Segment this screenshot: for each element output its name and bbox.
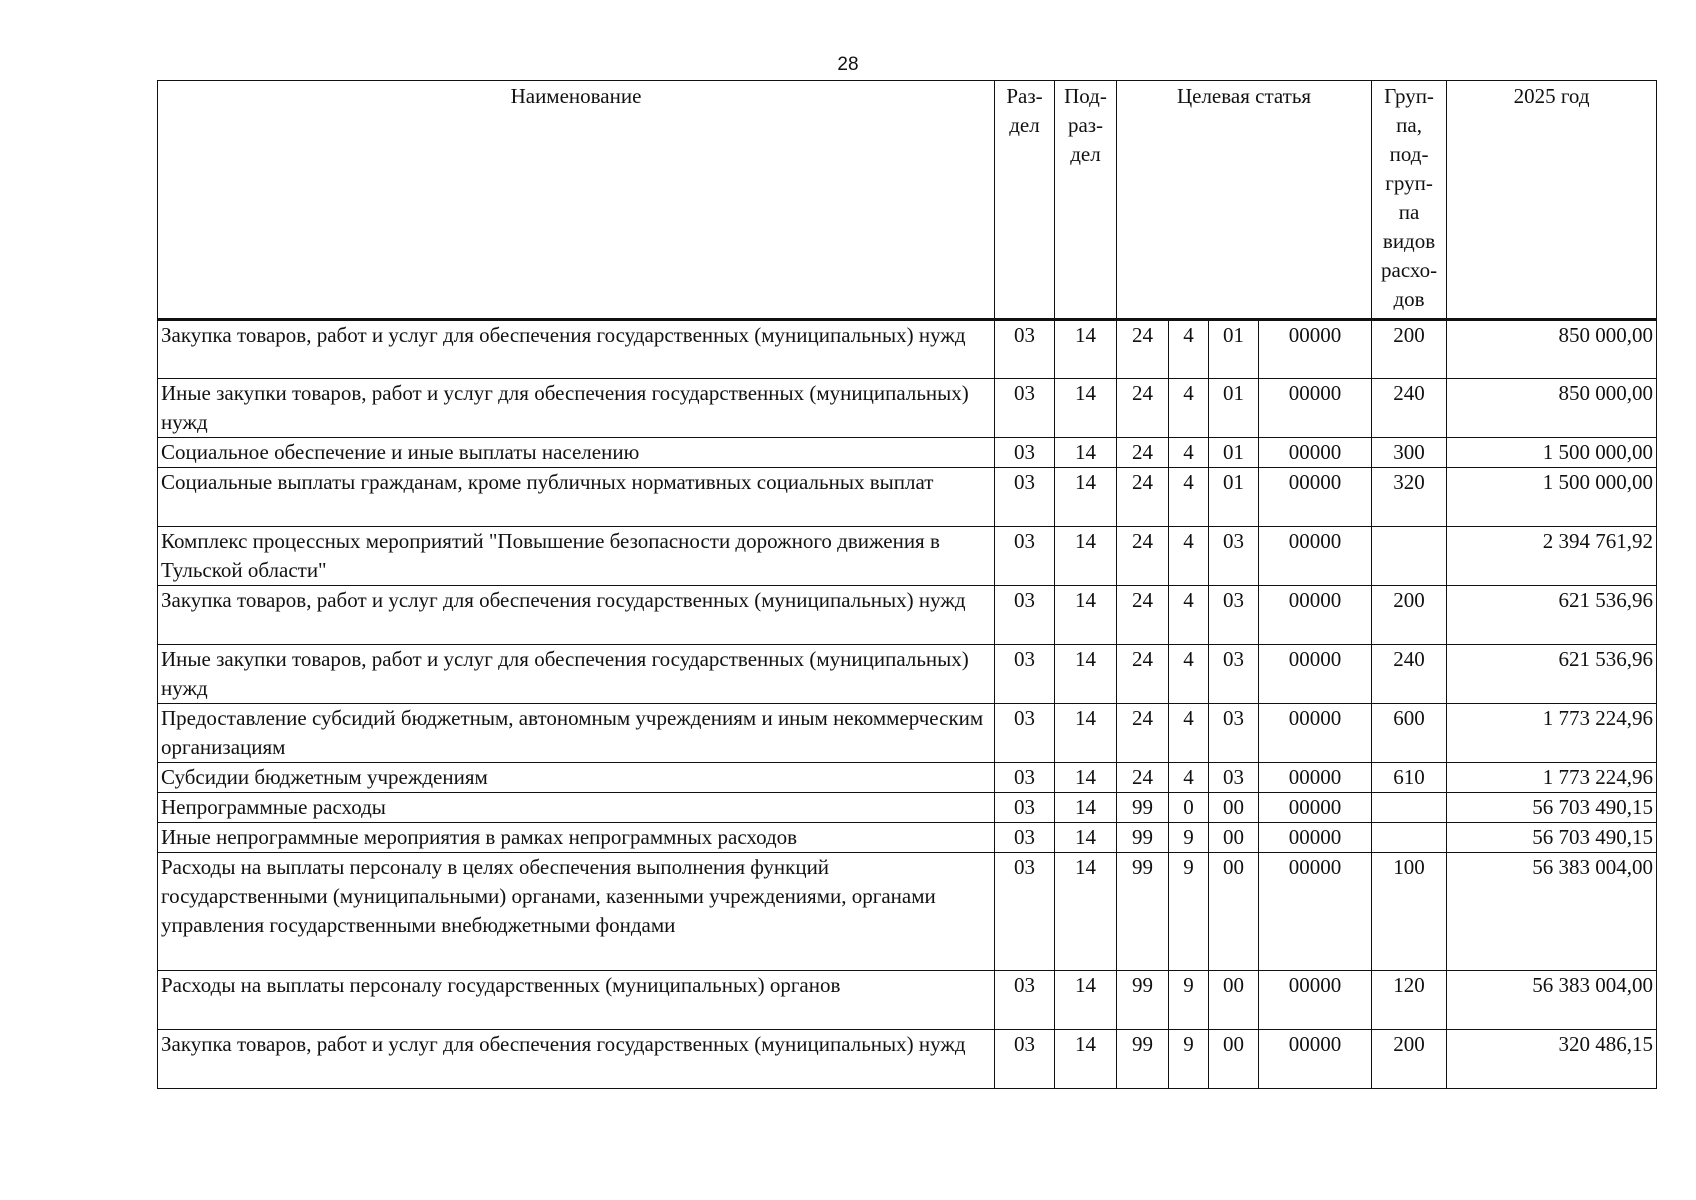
header-expense-group-line: Груп- <box>1384 84 1434 108</box>
row-target-item-cell: 00 <box>1209 1030 1259 1089</box>
row-target-direction-cell: 00000 <box>1259 438 1372 468</box>
row-target-item-cell: 00 <box>1209 793 1259 823</box>
row-name-cell: Предоставление субсидий бюджетным, автономным учреждениям и иным некоммерческим организациям <box>158 704 995 763</box>
table-row <box>158 763 1657 793</box>
row-target-program-cell: 24 <box>1117 763 1169 793</box>
row-target-program-cell: 24 <box>1117 320 1169 379</box>
row-target-program-cell: 99 <box>1117 793 1169 823</box>
row-expense-group-cell: 600 <box>1372 704 1447 763</box>
row-target-type-cell: 4 <box>1169 379 1209 438</box>
row-target-program-cell: 99 <box>1117 1030 1169 1089</box>
row-target-item-cell: 01 <box>1209 379 1259 438</box>
row-target-program-cell: 24 <box>1117 645 1169 704</box>
row-target-direction-cell: 00000 <box>1259 853 1372 971</box>
header-target-article: Целевая статья <box>1117 81 1372 320</box>
row-subsection-cell: 14 <box>1055 468 1117 527</box>
header-subsection-line: раз- <box>1067 113 1104 137</box>
row-target-type-cell: 0 <box>1169 793 1209 823</box>
row-subsection-cell: 14 <box>1055 704 1117 763</box>
header-section-line: дел <box>1009 113 1040 137</box>
header-section-line: Раз- <box>1006 84 1043 108</box>
row-name-cell: Расходы на выплаты персоналу в целях обеспечения выполнения функций государственными (муниципальными) органами, казенными учреждениями, органами управления государственными внебюджетными фондами <box>158 853 995 971</box>
row-amount-cell: 621 536,96 <box>1447 645 1657 704</box>
header-subsection <box>1055 81 1117 320</box>
header-name: Наименование <box>158 81 995 320</box>
row-name-cell: Иные закупки товаров, работ и услуг для обеспечения государственных (муниципальных) нужд <box>158 379 995 438</box>
row-target-direction-cell: 00000 <box>1259 468 1372 527</box>
row-expense-group-cell: 610 <box>1372 763 1447 793</box>
row-target-item-cell: 03 <box>1209 763 1259 793</box>
row-name-cell: Закупка товаров, работ и услуг для обеспечения государственных (муниципальных) нужд <box>158 320 995 379</box>
row-target-type-cell: 4 <box>1169 704 1209 763</box>
row-target-item-cell: 00 <box>1209 853 1259 971</box>
row-subsection-cell: 14 <box>1055 438 1117 468</box>
row-target-item-cell: 03 <box>1209 527 1259 586</box>
row-name-cell: Социальное обеспечение и иные выплаты населению <box>158 438 995 468</box>
row-subsection-cell: 14 <box>1055 1030 1117 1089</box>
row-target-direction-cell: 00000 <box>1259 645 1372 704</box>
row-target-type-cell: 9 <box>1169 853 1209 971</box>
row-amount-cell: 56 383 004,00 <box>1447 971 1657 1030</box>
row-section-cell: 03 <box>995 793 1055 823</box>
header-year: 2025 год <box>1447 81 1657 320</box>
row-target-program-cell: 24 <box>1117 379 1169 438</box>
row-expense-group-cell: 300 <box>1372 438 1447 468</box>
row-target-item-cell: 01 <box>1209 438 1259 468</box>
header-expense-group-line: груп- <box>1385 171 1433 195</box>
row-target-item-cell: 00 <box>1209 971 1259 1030</box>
table-row <box>158 793 1657 823</box>
row-target-program-cell: 24 <box>1117 527 1169 586</box>
table-row <box>158 823 1657 853</box>
row-expense-group-cell: 200 <box>1372 586 1447 645</box>
row-section-cell: 03 <box>995 763 1055 793</box>
table-row <box>158 468 1657 527</box>
header-expense-group-line: па, <box>1396 113 1422 137</box>
header-expense-group <box>1372 81 1447 320</box>
row-expense-group-cell: 200 <box>1372 1030 1447 1089</box>
table-row <box>158 320 1657 379</box>
row-target-direction-cell: 00000 <box>1259 527 1372 586</box>
row-target-program-cell: 24 <box>1117 586 1169 645</box>
row-target-program-cell: 24 <box>1117 438 1169 468</box>
row-target-program-cell: 24 <box>1117 704 1169 763</box>
row-target-program-cell: 24 <box>1117 468 1169 527</box>
row-section-cell: 03 <box>995 586 1055 645</box>
row-target-direction-cell: 00000 <box>1259 971 1372 1030</box>
row-target-type-cell: 4 <box>1169 645 1209 704</box>
row-amount-cell: 320 486,15 <box>1447 1030 1657 1089</box>
row-target-program-cell: 99 <box>1117 823 1169 853</box>
row-subsection-cell: 14 <box>1055 527 1117 586</box>
row-target-direction-cell: 00000 <box>1259 793 1372 823</box>
header-section <box>995 81 1055 320</box>
header-subsection-line: Под- <box>1064 84 1107 108</box>
row-amount-cell: 1 500 000,00 <box>1447 438 1657 468</box>
row-target-type-cell: 9 <box>1169 1030 1209 1089</box>
header-expense-group-line: дов <box>1393 287 1425 311</box>
row-target-item-cell: 03 <box>1209 704 1259 763</box>
table-row <box>158 379 1657 438</box>
row-section-cell: 03 <box>995 704 1055 763</box>
row-section-cell: 03 <box>995 971 1055 1030</box>
row-target-type-cell: 4 <box>1169 320 1209 379</box>
row-target-type-cell: 4 <box>1169 438 1209 468</box>
header-expense-group-line: видов <box>1382 229 1436 253</box>
row-expense-group-cell: 240 <box>1372 379 1447 438</box>
budget-table <box>157 80 1657 1089</box>
row-target-type-cell: 4 <box>1169 527 1209 586</box>
row-subsection-cell: 14 <box>1055 971 1117 1030</box>
row-target-program-cell: 99 <box>1117 853 1169 971</box>
row-target-direction-cell: 00000 <box>1259 586 1372 645</box>
row-subsection-cell: 14 <box>1055 645 1117 704</box>
row-section-cell: 03 <box>995 379 1055 438</box>
row-expense-group-cell <box>1372 823 1447 853</box>
row-target-direction-cell: 00000 <box>1259 763 1372 793</box>
row-subsection-cell: 14 <box>1055 763 1117 793</box>
header-expense-group-line: расхо- <box>1381 258 1438 282</box>
row-expense-group-cell: 120 <box>1372 971 1447 1030</box>
row-target-item-cell: 00 <box>1209 823 1259 853</box>
page-number: 28 <box>837 54 859 75</box>
row-subsection-cell: 14 <box>1055 853 1117 971</box>
row-target-direction-cell: 00000 <box>1259 379 1372 438</box>
header-subsection-line: дел <box>1070 142 1101 166</box>
header-expense-group-line: па <box>1398 200 1420 224</box>
row-amount-cell: 56 703 490,15 <box>1447 823 1657 853</box>
table-row <box>158 527 1657 586</box>
row-amount-cell: 56 703 490,15 <box>1447 793 1657 823</box>
row-subsection-cell: 14 <box>1055 793 1117 823</box>
row-subsection-cell: 14 <box>1055 379 1117 438</box>
row-target-direction-cell: 00000 <box>1259 823 1372 853</box>
row-target-direction-cell: 00000 <box>1259 1030 1372 1089</box>
row-amount-cell: 850 000,00 <box>1447 320 1657 379</box>
row-amount-cell: 850 000,00 <box>1447 379 1657 438</box>
row-name-cell: Расходы на выплаты персоналу государственных (муниципальных) органов <box>158 971 995 1030</box>
row-target-item-cell: 01 <box>1209 320 1259 379</box>
row-target-direction-cell: 00000 <box>1259 704 1372 763</box>
row-name-cell: Социальные выплаты гражданам, кроме публичных нормативных социальных выплат <box>158 468 995 527</box>
table-row <box>158 438 1657 468</box>
row-target-item-cell: 03 <box>1209 586 1259 645</box>
row-amount-cell: 621 536,96 <box>1447 586 1657 645</box>
table-row <box>158 645 1657 704</box>
row-amount-cell: 56 383 004,00 <box>1447 853 1657 971</box>
row-target-type-cell: 4 <box>1169 586 1209 645</box>
row-target-type-cell: 9 <box>1169 971 1209 1030</box>
row-name-cell: Субсидии бюджетным учреждениям <box>158 763 995 793</box>
row-target-item-cell: 03 <box>1209 645 1259 704</box>
row-expense-group-cell: 100 <box>1372 853 1447 971</box>
row-section-cell: 03 <box>995 468 1055 527</box>
table-row <box>158 586 1657 645</box>
row-subsection-cell: 14 <box>1055 586 1117 645</box>
row-expense-group-cell: 200 <box>1372 320 1447 379</box>
row-name-cell: Закупка товаров, работ и услуг для обеспечения государственных (муниципальных) нужд <box>158 1030 995 1089</box>
row-subsection-cell: 14 <box>1055 823 1117 853</box>
header-expense-group-line: под- <box>1389 142 1429 166</box>
row-expense-group-cell: 240 <box>1372 645 1447 704</box>
row-name-cell: Закупка товаров, работ и услуг для обеспечения государственных (муниципальных) нужд <box>158 586 995 645</box>
row-name-cell: Непрограммные расходы <box>158 793 995 823</box>
row-section-cell: 03 <box>995 438 1055 468</box>
row-subsection-cell: 14 <box>1055 320 1117 379</box>
table-row <box>158 704 1657 763</box>
row-name-cell: Иные закупки товаров, работ и услуг для обеспечения государственных (муниципальных) нужд <box>158 645 995 704</box>
row-target-type-cell: 9 <box>1169 823 1209 853</box>
row-amount-cell: 2 394 761,92 <box>1447 527 1657 586</box>
table-row <box>158 1030 1657 1089</box>
row-section-cell: 03 <box>995 527 1055 586</box>
table-row <box>158 971 1657 1030</box>
row-amount-cell: 1 773 224,96 <box>1447 704 1657 763</box>
row-section-cell: 03 <box>995 823 1055 853</box>
row-amount-cell: 1 773 224,96 <box>1447 763 1657 793</box>
row-expense-group-cell: 320 <box>1372 468 1447 527</box>
row-target-type-cell: 4 <box>1169 763 1209 793</box>
table-body <box>158 320 1657 1089</box>
row-target-direction-cell: 00000 <box>1259 320 1372 379</box>
row-target-item-cell: 01 <box>1209 468 1259 527</box>
row-expense-group-cell <box>1372 527 1447 586</box>
table-row <box>158 853 1657 971</box>
table-header-row <box>158 81 1657 320</box>
row-expense-group-cell <box>1372 793 1447 823</box>
row-section-cell: 03 <box>995 1030 1055 1089</box>
row-section-cell: 03 <box>995 853 1055 971</box>
row-amount-cell: 1 500 000,00 <box>1447 468 1657 527</box>
row-target-program-cell: 99 <box>1117 971 1169 1030</box>
row-section-cell: 03 <box>995 320 1055 379</box>
row-section-cell: 03 <box>995 645 1055 704</box>
row-name-cell: Комплекс процессных мероприятий "Повышение безопасности дорожного движения в Тульской области" <box>158 527 995 586</box>
row-target-type-cell: 4 <box>1169 468 1209 527</box>
row-name-cell: Иные непрограммные мероприятия в рамках непрограммных расходов <box>158 823 995 853</box>
